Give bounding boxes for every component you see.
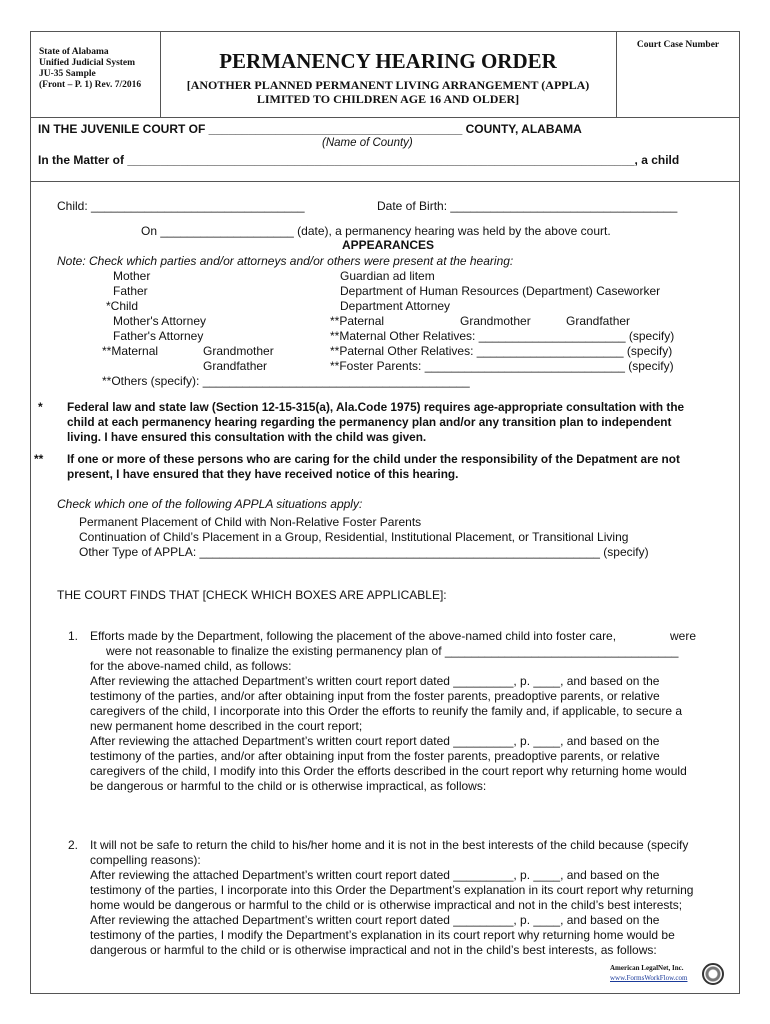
appearance-paternal-label: **Paternal bbox=[330, 314, 385, 328]
finding-1-modify-option[interactable]: After reviewing the attached Department’s written court report dated _________, p. ____, and based on the bbox=[90, 734, 660, 748]
finding-2-lead: It will not be safe to return the child to his/her home and it is not in the best interests of the child because (specify bbox=[90, 838, 689, 852]
publisher-name: American LegalNet, Inc. bbox=[610, 964, 684, 972]
appearance-mothers-attorney[interactable]: Mother's Attorney bbox=[113, 314, 206, 328]
finding-1-line: caregivers of the child, I modify into this Order the efforts described in the court report why returning home would bbox=[90, 764, 687, 778]
court-line[interactable]: IN THE JUVENILE COURT OF ______________________________________ COUNTY, ALABAMA bbox=[38, 122, 582, 136]
appla-option-group[interactable]: Continuation of Child’s Placement in a Group, Residential, Institutional Placement, or Transitional Living bbox=[79, 530, 629, 544]
case-number-label: Court Case Number bbox=[636, 40, 720, 50]
appearance-paternal-grandmother[interactable]: Grandmother bbox=[460, 314, 531, 328]
note-double-star-mark: ** bbox=[34, 452, 44, 466]
finding-1-line: testimony of the parties, and/or after obtaining input from the foster parents, preadoptive parents, or relative bbox=[90, 689, 660, 703]
appearance-mother[interactable]: Mother bbox=[113, 269, 151, 283]
finding-1-line: caregivers of the child, I incorporate into this Order the efforts to reunify the family and, if applicable, to secure a bbox=[90, 704, 683, 718]
appearance-maternal-label: **Maternal bbox=[102, 344, 159, 358]
finding-1-number: 1. bbox=[68, 629, 79, 643]
appearance-department-attorney[interactable]: Department Attorney bbox=[340, 299, 451, 313]
finding-1-line: testimony of the parties, and/or after obtaining input from the foster parents, preadoptive parents, or relative bbox=[90, 749, 660, 763]
appearance-maternal-grandfather[interactable]: Grandfather bbox=[203, 359, 268, 373]
page-subtitle-line2: LIMITED TO CHILDREN AGE 16 AND OLDER] bbox=[256, 92, 520, 106]
appearance-paternal-other-relatives[interactable]: **Paternal Other Relatives: ______________________ (specify) bbox=[330, 344, 673, 358]
appearance-maternal-grandmother[interactable]: Grandmother bbox=[203, 344, 274, 358]
appearance-guardian-ad-litem[interactable]: Guardian ad litem bbox=[340, 269, 435, 283]
form-id-line: JU-35 Sample bbox=[39, 69, 96, 79]
appearance-others[interactable]: **Others (specify): ________________________________________ bbox=[102, 374, 470, 388]
appearance-child[interactable]: *Child bbox=[106, 299, 139, 313]
appearances-heading: APPEARANCES bbox=[342, 238, 435, 252]
dob-field[interactable]: Date of Birth: __________________________________ bbox=[377, 199, 678, 213]
form-id-line: (Front – P. 1) Rev. 7/2016 bbox=[39, 80, 142, 90]
note-notice-line: If one or more of these persons who are caring for the child under the responsibility of the Depatment are not bbox=[67, 452, 680, 466]
finding-1-line: new permanent home described in the court report; bbox=[90, 719, 363, 733]
appla-heading: Check which one of the following APPLA situations apply: bbox=[57, 497, 363, 511]
appearance-fathers-attorney[interactable]: Father's Attorney bbox=[113, 329, 204, 343]
finding-1-line: be dangerous or harmful to the child or is otherwise impractical, as follows: bbox=[90, 779, 487, 793]
findings-heading: THE COURT FINDS THAT [CHECK WHICH BOXES ARE APPLICABLE]: bbox=[57, 588, 447, 602]
court-section-rule bbox=[30, 181, 740, 182]
finding-1-lead: Efforts made by the Department, following the placement of the above-named child into foster care, bbox=[90, 629, 617, 643]
note-consultation-line: Federal law and state law (Section 12-15-315(a), Ala.Code 1975) requires age-appropriate consultation with the bbox=[67, 400, 685, 414]
note-notice-line: present, I have ensured that they have received notice of this hearing. bbox=[67, 467, 459, 481]
matter-line[interactable]: In the Matter of ____________________________________________________________________________, a child bbox=[38, 153, 680, 167]
note-star-mark: * bbox=[38, 400, 43, 414]
appearance-maternal-other-relatives[interactable]: **Maternal Other Relatives: ______________________ (specify) bbox=[330, 329, 675, 343]
note-consultation-line[interactable]: living. I have ensured this consultation with the child was given. bbox=[67, 430, 427, 444]
appla-option-other[interactable]: Other Type of APPLA: ____________________________________________________________ (specify) bbox=[79, 545, 649, 559]
child-field[interactable]: Child: ________________________________ bbox=[57, 199, 305, 213]
finding-2-line: dangerous or harmful to the child or is otherwise impractical and not in the child’s best interests, as follows: bbox=[90, 943, 657, 957]
finding-1-were-not-option[interactable]: were not reasonable to finalize the existing permanency plan of ___________________________________ bbox=[106, 644, 679, 658]
finding-2-line: home would be dangerous or harmful to the child or is otherwise impractical and not in the child’s best interests; bbox=[90, 898, 683, 912]
county-caption: (Name of County) bbox=[322, 137, 413, 149]
form-id-line: Unified Judicial System bbox=[39, 58, 136, 68]
finding-2-line: compelling reasons): bbox=[90, 853, 201, 867]
publisher-logo-icon bbox=[702, 963, 724, 985]
publisher-url[interactable]: www.FormsWorkFlow.com bbox=[610, 974, 688, 982]
finding-2-line: testimony of the parties, I incorporate into this Order the Department’s explanation in its court report why returning bbox=[90, 883, 694, 897]
finding-2-incorporate-option[interactable]: After reviewing the attached Department’s written court report dated _________, p. ____, and based on the bbox=[90, 868, 660, 882]
appearances-note: Note: Check which parties and/or attorneys and/or others were present at the hearing: bbox=[57, 254, 514, 268]
appearance-father[interactable]: Father bbox=[113, 284, 148, 298]
page-title: PERMANENCY HEARING ORDER bbox=[219, 49, 557, 73]
finding-2-number: 2. bbox=[68, 838, 79, 852]
header-bottom-rule bbox=[30, 117, 740, 118]
appearance-caseworker[interactable]: Department of Human Resources (Department) Caseworker bbox=[340, 284, 661, 298]
finding-1-incorporate-option[interactable]: After reviewing the attached Department’s written court report dated _________, p. ____, and based on the bbox=[90, 674, 660, 688]
appearance-paternal-grandfather[interactable]: Grandfather bbox=[566, 314, 631, 328]
page-subtitle-line1: [ANOTHER PLANNED PERMANENT LIVING ARRANGEMENT (APPLA) bbox=[186, 78, 590, 92]
hearing-date-line[interactable]: On ____________________ (date), a permanency hearing was held by the above court. bbox=[141, 224, 611, 238]
note-consultation-line: child at each permanency hearing regarding the permanency plan and/or any transition plan to independent bbox=[67, 415, 672, 429]
finding-2-line: testimony of the parties, I modify the Department’s explanation in its court report why returning home would be bbox=[90, 928, 675, 942]
finding-2-modify-option[interactable]: After reviewing the attached Department’s written court report dated _________, p. ____, and based on the bbox=[90, 913, 660, 927]
finding-1-were-option[interactable]: were bbox=[670, 629, 697, 643]
finding-1-line: for the above-named child, as follows: bbox=[90, 659, 292, 673]
appearance-foster-parents[interactable]: **Foster Parents: ______________________________ (specify) bbox=[330, 359, 674, 373]
form-id-line: State of Alabama bbox=[39, 47, 109, 57]
appla-option-foster[interactable]: Permanent Placement of Child with Non-Relative Foster Parents bbox=[79, 515, 422, 529]
form-id-block bbox=[39, 47, 141, 91]
